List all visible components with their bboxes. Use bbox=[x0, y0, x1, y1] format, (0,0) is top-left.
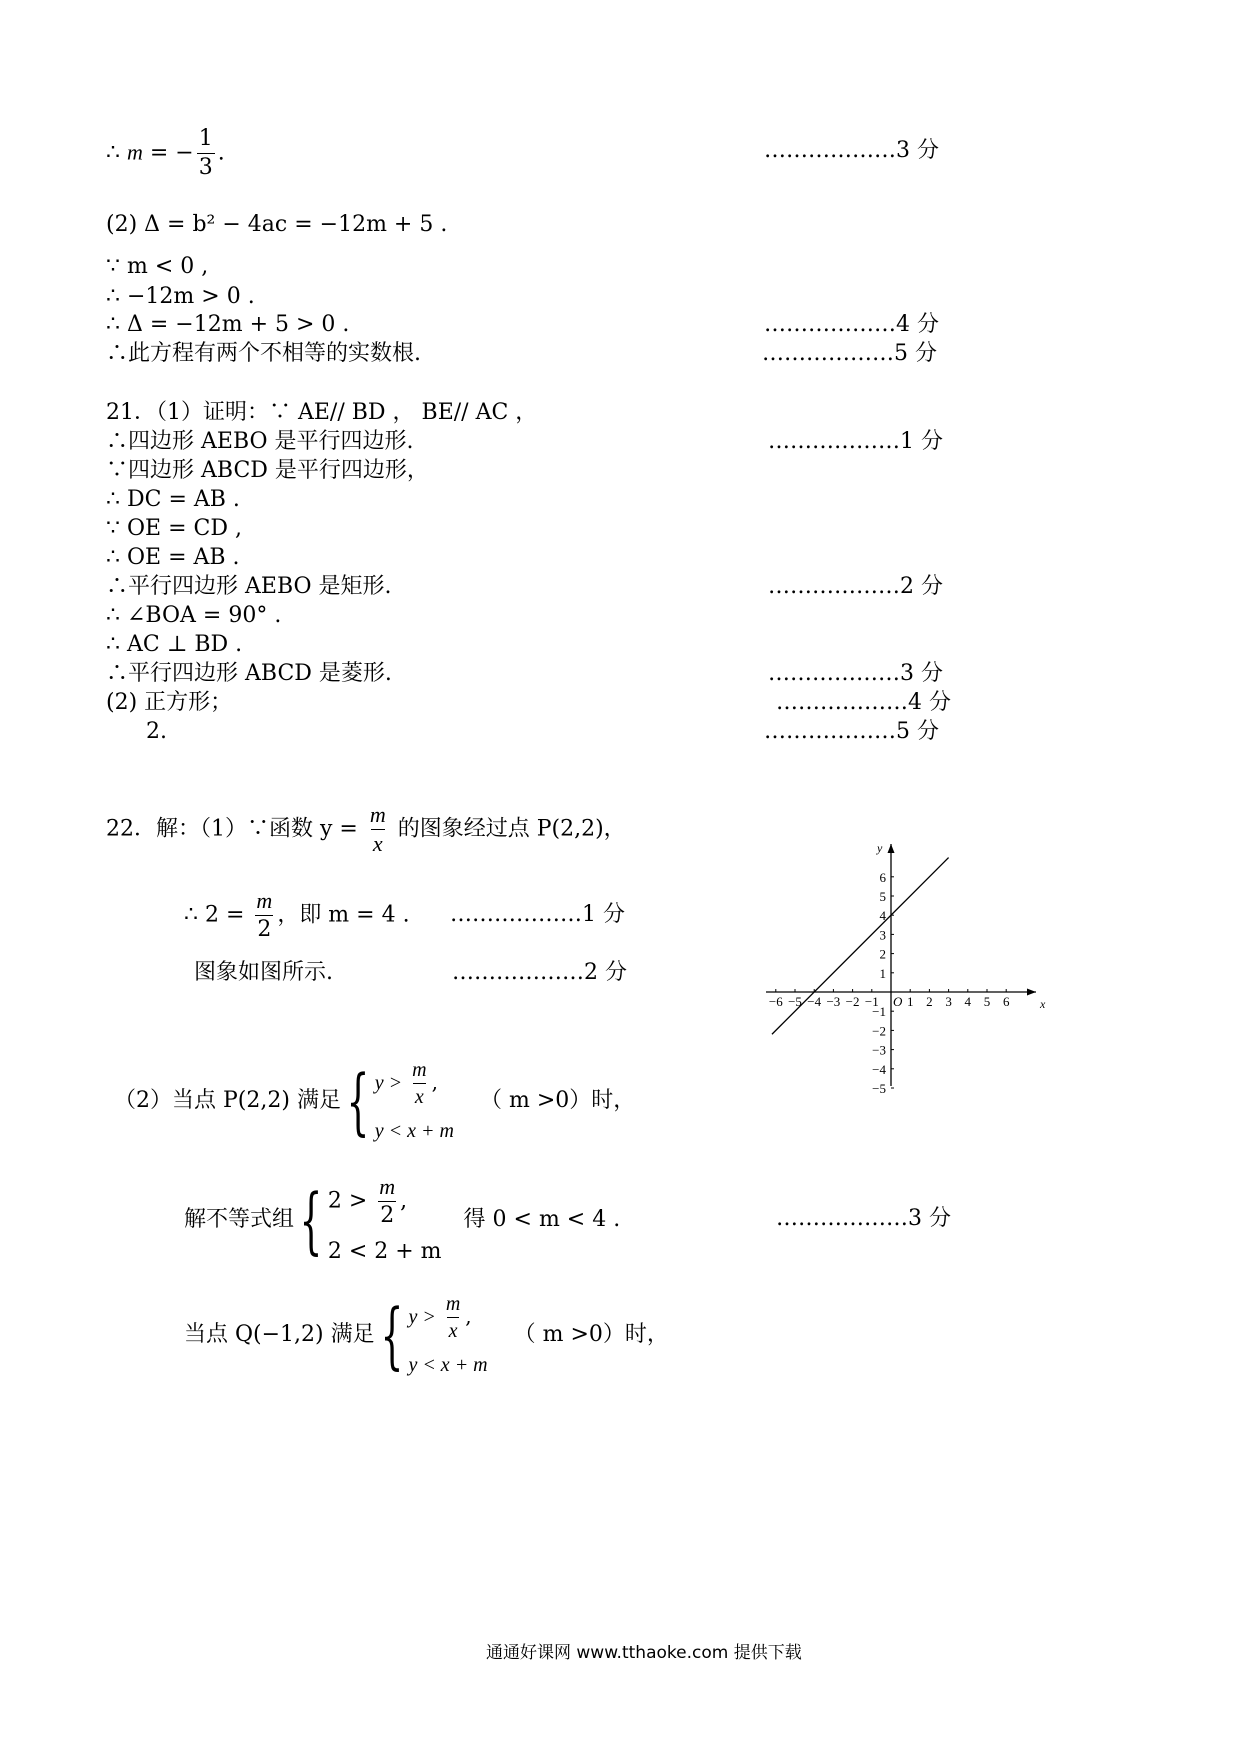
p2-row-2: y < x + m bbox=[374, 1120, 454, 1142]
because-m-negative: ∵ m < 0 , bbox=[106, 254, 209, 279]
x-axis-arrow bbox=[1027, 989, 1036, 996]
therefore-symbol: ∴ bbox=[106, 140, 127, 166]
q22-q-line bbox=[184, 1294, 669, 1375]
q22-score-1: ………………1 分 bbox=[450, 902, 625, 927]
discriminant-line: (2) Δ = b² − 4ac = −12m + 5 . bbox=[106, 212, 448, 237]
p2-condition: （ m >0）时， bbox=[479, 1087, 636, 1113]
fraction-m-over-2 bbox=[254, 890, 274, 941]
y-tick-label: −4 bbox=[872, 1061, 886, 1077]
y-tick-label: 5 bbox=[879, 889, 886, 904]
q21-line-11: (2) 正方形； bbox=[106, 690, 233, 715]
x-tick-label: −5 bbox=[788, 994, 802, 1009]
solve-row-2: 2 < 2 + m bbox=[327, 1239, 442, 1264]
fraction bbox=[410, 1060, 428, 1107]
row-text: y > bbox=[408, 1306, 441, 1328]
x-tick-label: 6 bbox=[1002, 994, 1010, 1009]
solve-row-1 bbox=[328, 1176, 442, 1227]
x-axis-label: x bbox=[1040, 997, 1046, 1011]
score-3: ………………3 分 bbox=[764, 138, 939, 163]
numerator: m bbox=[369, 802, 386, 827]
numerator: m bbox=[379, 1174, 396, 1199]
brace: { bbox=[346, 1058, 370, 1143]
solve-system bbox=[328, 1176, 442, 1263]
q21-line-7: ∴平行四边形 AEBO 是矩形. bbox=[106, 574, 392, 599]
q-wrapper bbox=[184, 1294, 669, 1375]
q-system bbox=[408, 1294, 487, 1375]
numerator: m bbox=[412, 1059, 427, 1081]
q21-score-1: ………………1 分 bbox=[768, 429, 943, 454]
numerator: 1 bbox=[198, 126, 213, 151]
conclusion-line: ∴此方程有两个不相等的实数根. bbox=[106, 341, 421, 366]
x-tick-label: 3 bbox=[945, 994, 952, 1009]
x-tick-label: 1 bbox=[906, 994, 914, 1009]
y-tick-label: −3 bbox=[872, 1042, 886, 1058]
therefore-delta: ∴ Δ = −12m + 5 > 0 . bbox=[106, 312, 350, 337]
q22-solve-line bbox=[184, 1176, 620, 1263]
q-row-2: y < x + m bbox=[408, 1354, 488, 1376]
fraction bbox=[444, 1294, 462, 1341]
m-variable: m bbox=[127, 139, 143, 165]
q21-line-6: ∴ OE = AB . bbox=[106, 545, 240, 570]
q21-line-5: ∵ OE = CD , bbox=[106, 516, 242, 541]
m-value-line bbox=[106, 128, 225, 179]
p2-text: （2）当点 P(2,2) 满足 bbox=[114, 1087, 341, 1113]
solve-text: 解不等式组 bbox=[184, 1206, 295, 1232]
denominator: x bbox=[447, 1317, 460, 1341]
y-tick-label: −1 bbox=[872, 1004, 886, 1020]
y-tick-label: −5 bbox=[872, 1081, 886, 1096]
y-tick-label: 3 bbox=[879, 927, 886, 943]
x-tick-label: −2 bbox=[845, 994, 860, 1009]
denominator: 2 bbox=[257, 917, 272, 942]
y-tick-label: 4 bbox=[879, 908, 886, 924]
y-tick-label: 2 bbox=[879, 946, 886, 962]
x-tick-label: 4 bbox=[964, 994, 972, 1009]
q21-score-2: ………………2 分 bbox=[768, 574, 943, 599]
y-tick-label: 1 bbox=[879, 965, 886, 981]
x-tick-label: −1 bbox=[864, 994, 879, 1009]
equals-minus: = − bbox=[142, 140, 194, 166]
q21-score-5: ………………5 分 bbox=[764, 719, 939, 744]
q21-line-12: 2. bbox=[146, 719, 167, 744]
q22-score-2: ………………2 分 bbox=[452, 960, 627, 985]
denominator: x bbox=[413, 1083, 426, 1107]
solve-wrapper bbox=[184, 1176, 620, 1263]
denominator: 3 bbox=[198, 155, 213, 180]
row-text: 2 > bbox=[327, 1188, 375, 1214]
y-tick-label: −2 bbox=[872, 1023, 886, 1039]
q21-line-10: ∴平行四边形 ABCD 是菱形. bbox=[106, 661, 392, 686]
x-tick-label: −6 bbox=[768, 994, 783, 1009]
function-line bbox=[772, 858, 949, 1035]
y-tick-label: 6 bbox=[879, 869, 886, 885]
x-tick-label: −3 bbox=[826, 994, 841, 1009]
x-tick-label: −4 bbox=[807, 994, 822, 1009]
period: . bbox=[217, 140, 225, 166]
y-axis-arrow bbox=[888, 844, 895, 853]
score-5: ………………5 分 bbox=[762, 341, 937, 366]
x-tick-label: 2 bbox=[926, 994, 933, 1009]
fraction-one-third bbox=[197, 128, 215, 179]
q22-equation bbox=[184, 890, 410, 941]
x-tick-label: 5 bbox=[983, 994, 991, 1009]
row-text: y > bbox=[374, 1072, 408, 1094]
score-4: ………………4 分 bbox=[764, 312, 939, 337]
q21-score-4: ………………4 分 bbox=[776, 690, 951, 715]
q22-p2-line bbox=[114, 1060, 635, 1141]
p2-row-1 bbox=[375, 1060, 454, 1107]
brace: { bbox=[299, 1177, 323, 1262]
q22-intro-text: 22．解：（1）∵函数 y = bbox=[106, 816, 365, 842]
denominator: x bbox=[372, 831, 383, 856]
q21-line-4: ∴ DC = AB . bbox=[106, 487, 240, 512]
numerator: m bbox=[445, 1293, 461, 1315]
p2-wrapper bbox=[114, 1060, 635, 1141]
comma: , bbox=[400, 1188, 408, 1214]
q22-graph-note: 图象如图所示. bbox=[194, 960, 333, 985]
solve-result: 得 0 < m < 4 . bbox=[463, 1206, 621, 1232]
fraction bbox=[377, 1176, 397, 1227]
q-condition: （ m >0）时， bbox=[513, 1321, 669, 1347]
q22-intro bbox=[106, 804, 626, 855]
p2-system bbox=[375, 1060, 454, 1141]
origin-label: O bbox=[893, 994, 903, 1009]
brace: { bbox=[380, 1292, 403, 1377]
q22-eq-tail: ，即 m = 4 . bbox=[277, 902, 410, 928]
q-row-1 bbox=[408, 1294, 487, 1341]
q22-eq-head: ∴ 2 = bbox=[184, 902, 252, 928]
y-axis-label: y bbox=[877, 841, 883, 855]
q-text: 当点 Q(−1,2) 满足 bbox=[184, 1321, 375, 1347]
footer-text: 通通好课网 www.tthaoke.com 提供下载 bbox=[486, 1643, 802, 1663]
denominator: 2 bbox=[380, 1203, 395, 1228]
q21-score-3: ………………3 分 bbox=[768, 661, 943, 686]
fraction-m-over-x bbox=[368, 804, 388, 855]
q22-score-3: ………………3 分 bbox=[776, 1206, 951, 1231]
q21-line-9: ∴ AC ⊥ BD . bbox=[106, 632, 243, 657]
comma: , bbox=[431, 1070, 438, 1094]
q21-line-1: 21．（1）证明：∵ AE// BD ， BE// AC ， bbox=[106, 400, 538, 425]
function-graph bbox=[758, 836, 1058, 1096]
comma: , bbox=[465, 1304, 472, 1328]
q22-intro-tail: 的图象经过点 P(2,2)， bbox=[390, 816, 626, 842]
q21-line-8: ∴ ∠BOA = 90° . bbox=[106, 603, 282, 628]
q21-line-3: ∵四边形 ABCD 是平行四边形， bbox=[106, 458, 429, 483]
therefore-12m: ∴ −12m > 0 . bbox=[106, 284, 255, 309]
numerator: m bbox=[256, 888, 273, 913]
q21-line-2: ∴四边形 AEBO 是平行四边形. bbox=[106, 429, 414, 454]
